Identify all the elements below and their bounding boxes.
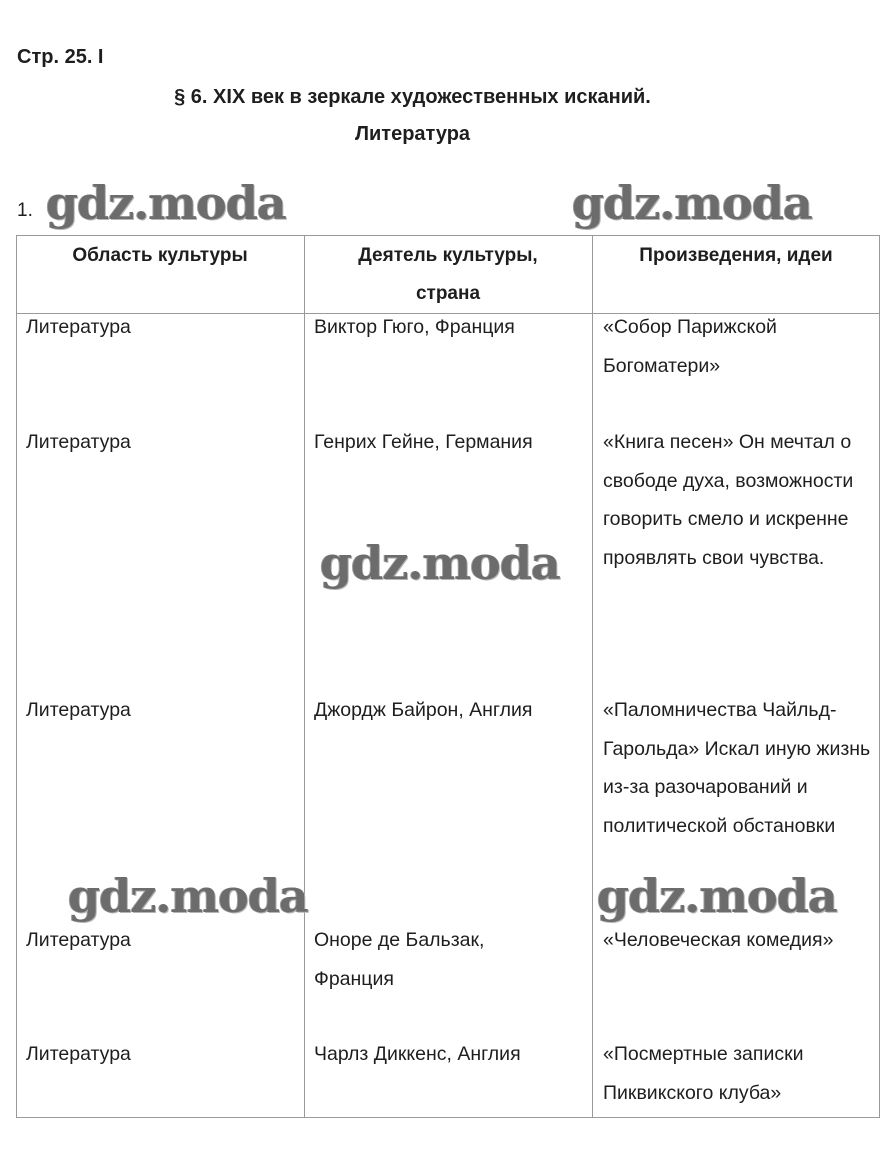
table-cell-figure: Чарлз Диккенс, Англия bbox=[314, 1043, 521, 1065]
watermark: gdz.moda bbox=[572, 176, 812, 230]
table-cell-works: «Собор Парижской Богоматери» bbox=[603, 316, 777, 377]
table-cell-area: Литература bbox=[26, 1043, 131, 1065]
table-cell-area: Литература bbox=[26, 929, 131, 951]
culture-table bbox=[16, 235, 880, 1118]
table-border-bottom bbox=[16, 1117, 880, 1118]
table-cell-figure: Оноре де Бальзак, Франция bbox=[314, 929, 485, 990]
table-cell-works: «Книга песен» Он мечтал о свободе духа, возможности говорить смело и искренне проявлять свои чувства. bbox=[603, 431, 854, 569]
table-cell-figure: Джордж Байрон, Англия bbox=[314, 699, 533, 721]
watermark: gdz.moda bbox=[597, 869, 837, 923]
task-number: 1. bbox=[17, 200, 33, 221]
table-cell-area: Литература bbox=[26, 699, 131, 721]
page-reference: Стр. 25. I bbox=[17, 46, 104, 68]
table-cell-figure: Генрих Гейне, Германия bbox=[314, 431, 533, 453]
column-header-figure: Деятель культуры, страна bbox=[358, 245, 538, 304]
column-divider bbox=[592, 235, 593, 1118]
table-border-top bbox=[16, 235, 880, 236]
watermark: gdz.moda bbox=[320, 536, 560, 590]
table-border-right bbox=[879, 235, 880, 1118]
table-cell-works: «Человеческая комедия» bbox=[603, 929, 834, 951]
column-header-area: Область культуры bbox=[72, 245, 248, 266]
column-divider bbox=[304, 235, 305, 1118]
table-cell-figure: Виктор Гюго, Франция bbox=[314, 316, 515, 338]
section-subtitle: Литература bbox=[354, 123, 471, 145]
table-cell-area: Литература bbox=[26, 431, 131, 453]
table-cell-area: Литература bbox=[26, 316, 131, 338]
section-title: § 6. XIX век в зеркале художественных исканий. bbox=[174, 86, 651, 108]
watermark: gdz.moda bbox=[46, 176, 286, 230]
table-cell-works: «Паломничества Чайльд-Гарольда» Искал иную жизнь из-за разочарований и политической обстановки bbox=[603, 699, 871, 837]
column-header-works: Произведения, идеи bbox=[639, 245, 833, 266]
table-border-left bbox=[16, 235, 17, 1118]
table-cell-works: «Посмертные записки Пиквикского клуба» bbox=[603, 1043, 804, 1104]
watermark: gdz.moda bbox=[68, 869, 308, 923]
